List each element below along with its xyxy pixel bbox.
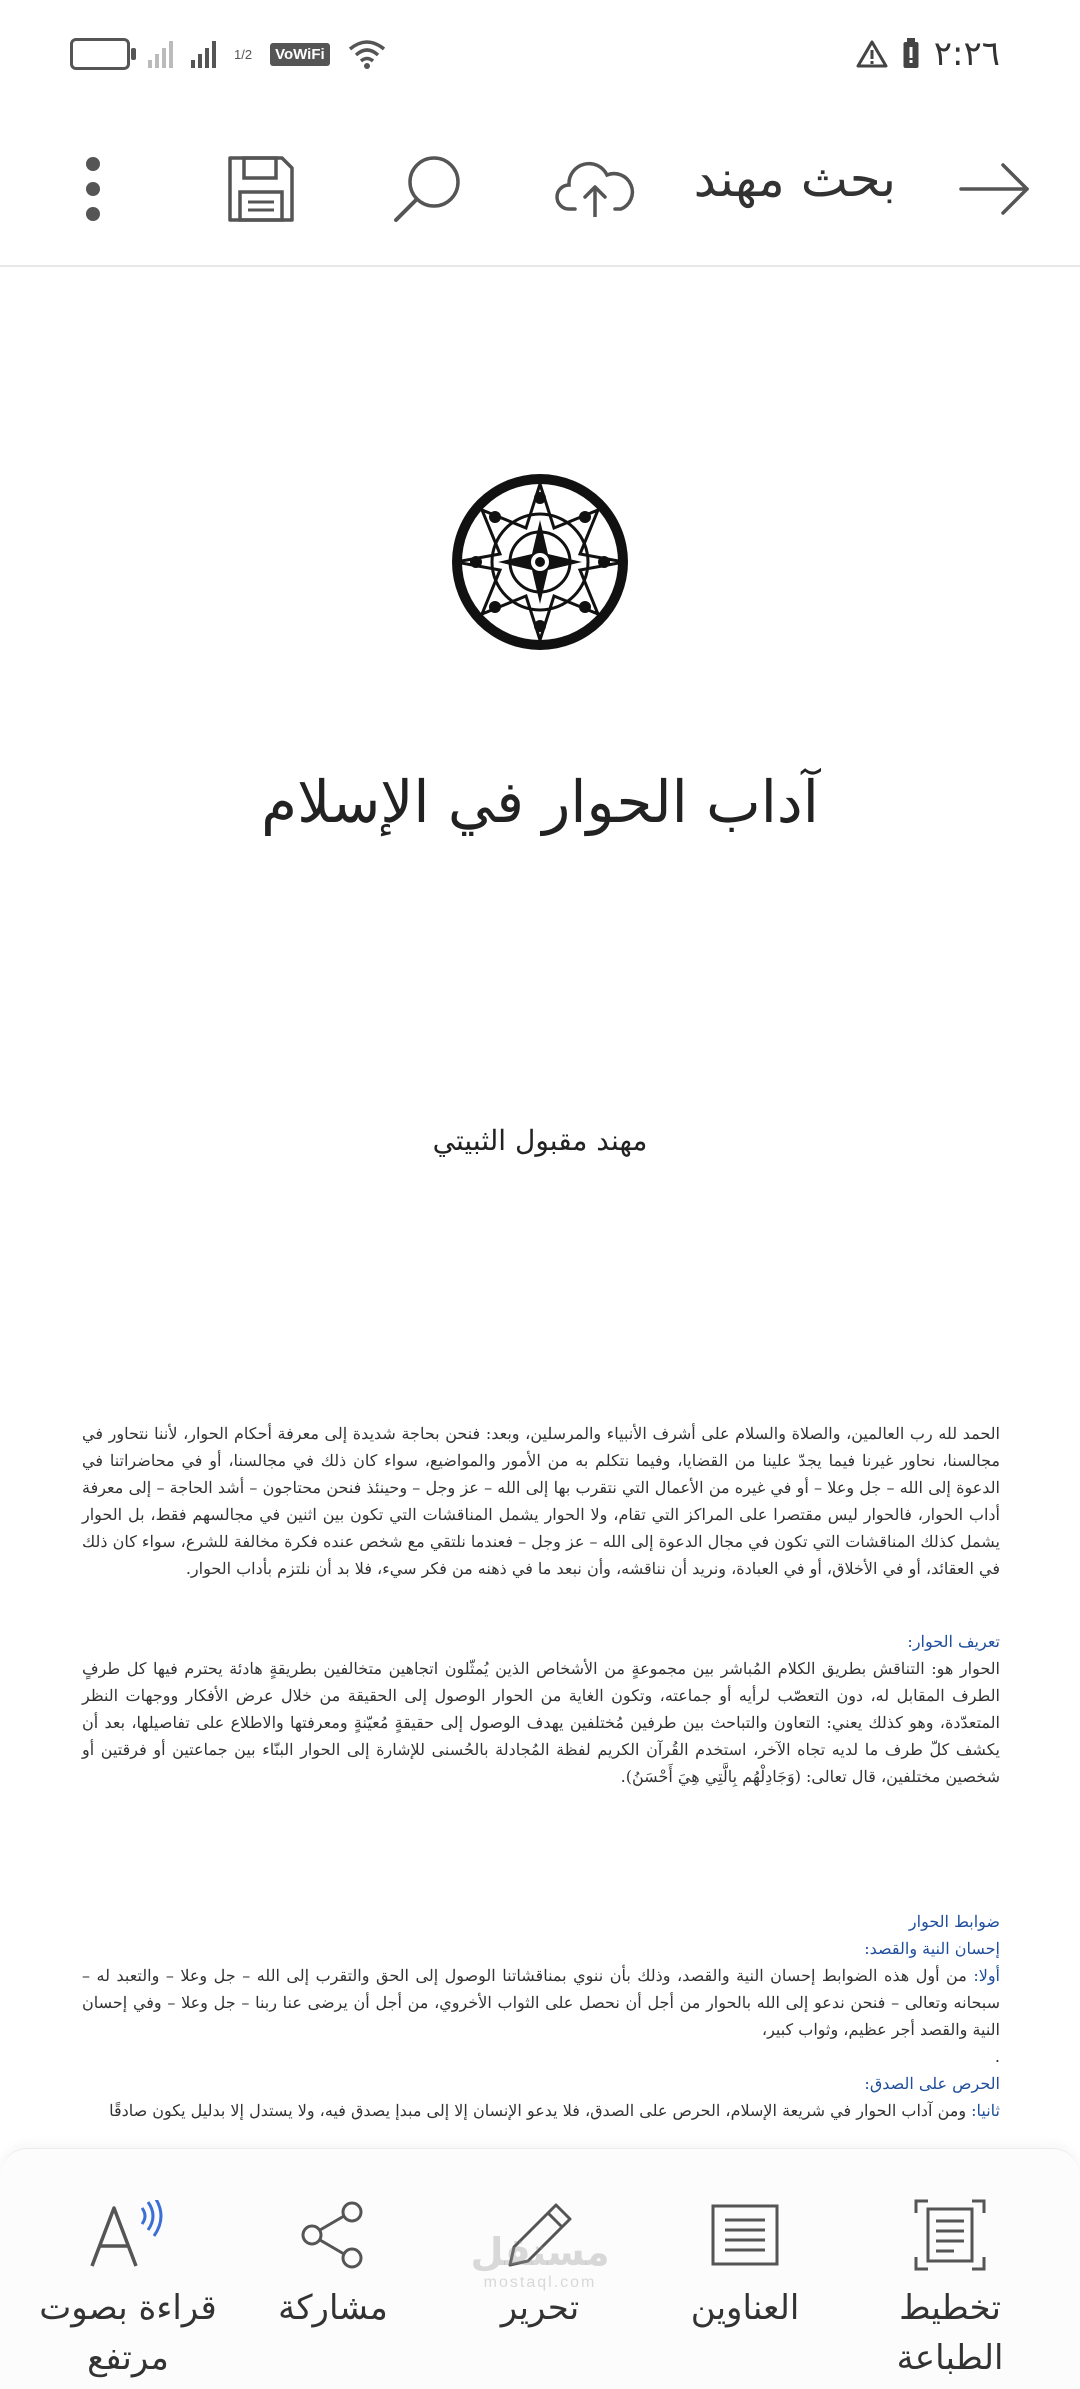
rule1-title: إحسان النية والقصد:: [864, 1939, 1000, 1958]
status-bar: [0, 0, 1080, 120]
rules-section: [82, 1908, 1000, 2124]
rule1-label: أولا:: [973, 1966, 1000, 1985]
signal-icon: [191, 40, 216, 68]
battery-low-icon: [902, 38, 920, 70]
document-page[interactable]: [0, 268, 1080, 2148]
rule2-title: الحرص على الصدق:: [864, 2074, 1000, 2093]
print-layout-button[interactable]: [860, 2195, 1040, 2383]
rule2-label: ثانيا:: [971, 2101, 1000, 2120]
share-label: مشاركة: [278, 2288, 388, 2328]
signal-icon: [148, 40, 173, 68]
share-button[interactable]: [243, 2195, 423, 2333]
vowifi-badge: VoWiFi: [270, 43, 330, 66]
back-button[interactable]: [950, 144, 1040, 234]
definition-text: الحوار هو: التناقش بطريق الكلام المُباشر بين مجموعةٍ من الأشخاص الذين يُمثّلون اتجاهين متخالفين بطريقةٍ هادئة يحترم فيها كل طرفٍ الطرف المقابل له، دون التعصّب لرأيه أو جماعته، وتكون الغاية من الحوار الوصول إلى الحقيقة من خلال عرض الأفكار ووجهات النظر المتعدّدة، وهو كذلك يعني: التعاون والتباحث بين طرفين مُختلفين يهدف الوصول إلى حقيقةٍ مُعيّنةٍ ومعرفتها والاطلاع على تفاصيلها، بعد أن يكشف كلّ طرف ما لديه تجاه الآخر، استخدم القُرآن الكريم لفظة المُجادلة بالحُسنى للإشارة إلى الحوار البنّاء بين جماعتين أو فرقتين أو شخصين مختلفين، قال تعالى: (وَجَادِلْهُم بِالَّتِي هِيَ أَحْسَنُ).: [82, 1659, 1001, 1786]
rule2-paragraph: [82, 2097, 1000, 2124]
app-toolbar: [0, 120, 1080, 267]
rule1-text: من أول هذه الضوابط إحسان النية والقصد، وذلك بأن ننوي بمناقشاتنا الوصول إلى الحق والتقرب إلى الله – جل وعلا – والتعبد له – سبحانه وتعالى – فنحن ندعو إلى الله بالحوار من أجل أن نحصل على الثواب الأخروي، من أجل أن يرضى عنا ربنا – جل وعلا – وفي إحسان النية والقصد أجر عظيم، وثواب كبير،: [82, 1966, 1001, 2039]
share-icon: [298, 2200, 368, 2270]
document-heading: آداب الحوار في الإسلام: [261, 768, 819, 836]
rule1-paragraph: [82, 1962, 1000, 2043]
intro-paragraph: [82, 1420, 1000, 1582]
arrow-right-icon: [959, 163, 1031, 215]
edit-label: تحرير: [500, 2288, 580, 2328]
save-icon: [226, 154, 296, 224]
spacer: .: [994, 2047, 1000, 2066]
intro-text: الحمد لله رب العالمين، والصلاة والسلام على أشرف الأنبياء والمرسلين، وبعد: فنحن بحاجة شديدة إلى معرفة أحكام الحوار، لأننا نتحاور في مجالسنا، نحاور غيرنا فيما يجدّ علينا من القضايا، وفيما نتكلم به من الأمور والمواضيع، سواء كان ذلك في مجالسنا، أو في محاضراتنا في الدعوة إلى الله – جل وعلا – أو في غيره من الأعمال التي نتقرب بها إلى الله – عز وجل – وحينئذ فنحن محتاجون – أشد الحاجة – إلى معرفة أداب الحوار، فالحوار ليس مقتصرا على المراكز التي تقام، ولا الحوار يشمل المناقشات التي تكون بين اثنين في مجالسهم فقط، بل الحوار يشمل كذلك المناقشات التي تكون في مجال الدعوة إلى الله – عز وجل – فعندما نلتقي مع شخص عنده فكرة مخالفة للشرع، سواء كان ذلك في العقائد، أو في الأخلاق، أو في العبادة، ونريد أن نناقشه، وأن نبعد ما في ذهنه من فكر سيء، فلا بد أن نلتزم بأداب الحوار.: [82, 1424, 1000, 1578]
watermark-subtext: mostaql.com: [483, 2274, 597, 2291]
cloud-upload-icon: [555, 157, 635, 221]
headings-icon: [711, 2204, 779, 2266]
read-aloud-button[interactable]: [38, 2195, 218, 2383]
print-layout-icon: [914, 2199, 986, 2271]
wifi-icon: [348, 39, 386, 69]
cloud-upload-button[interactable]: [550, 144, 640, 234]
rules-title: ضوابط الحوار: [908, 1912, 1000, 1931]
read-aloud-label: قراءة بصوت مرتفع: [39, 2288, 217, 2378]
document-author: مهند مقبول الثبيتي: [432, 1124, 648, 1157]
definition-section: [82, 1628, 1000, 1790]
watermark-logo: [470, 2230, 610, 2292]
print-layout-label: تخطيط الطباعة: [896, 2288, 1004, 2378]
clock: ٢:٢٦: [933, 34, 1000, 74]
headings-button[interactable]: [655, 2195, 835, 2333]
battery-icon: [70, 38, 130, 70]
more-vertical-icon: [83, 156, 103, 222]
status-left: [70, 38, 386, 70]
sim-ratio: 1/2: [234, 46, 253, 62]
watermark-text: مستقل: [470, 2230, 610, 2274]
headings-label: العناوين: [690, 2288, 800, 2328]
document-title: بحث مهند: [693, 150, 896, 208]
search-button[interactable]: [382, 144, 472, 234]
search-icon: [390, 152, 464, 226]
status-right: [856, 34, 1000, 74]
save-button[interactable]: [216, 144, 306, 234]
definition-title: تعريف الحوار:: [907, 1632, 1000, 1651]
read-aloud-icon: [88, 2200, 168, 2270]
rule2-text: ومن آداب الحوار في شريعة الإسلام، الحرص على الصدق، فلا يدعو الإنسان إلا إلى مبدإ يصدق فيه، ولا يستدل إلا بدليل يكون صادقًا: [109, 2101, 972, 2120]
alert-icon: [856, 40, 888, 68]
more-options-button[interactable]: [48, 144, 138, 234]
islamic-star-emblem-icon: [448, 470, 632, 654]
